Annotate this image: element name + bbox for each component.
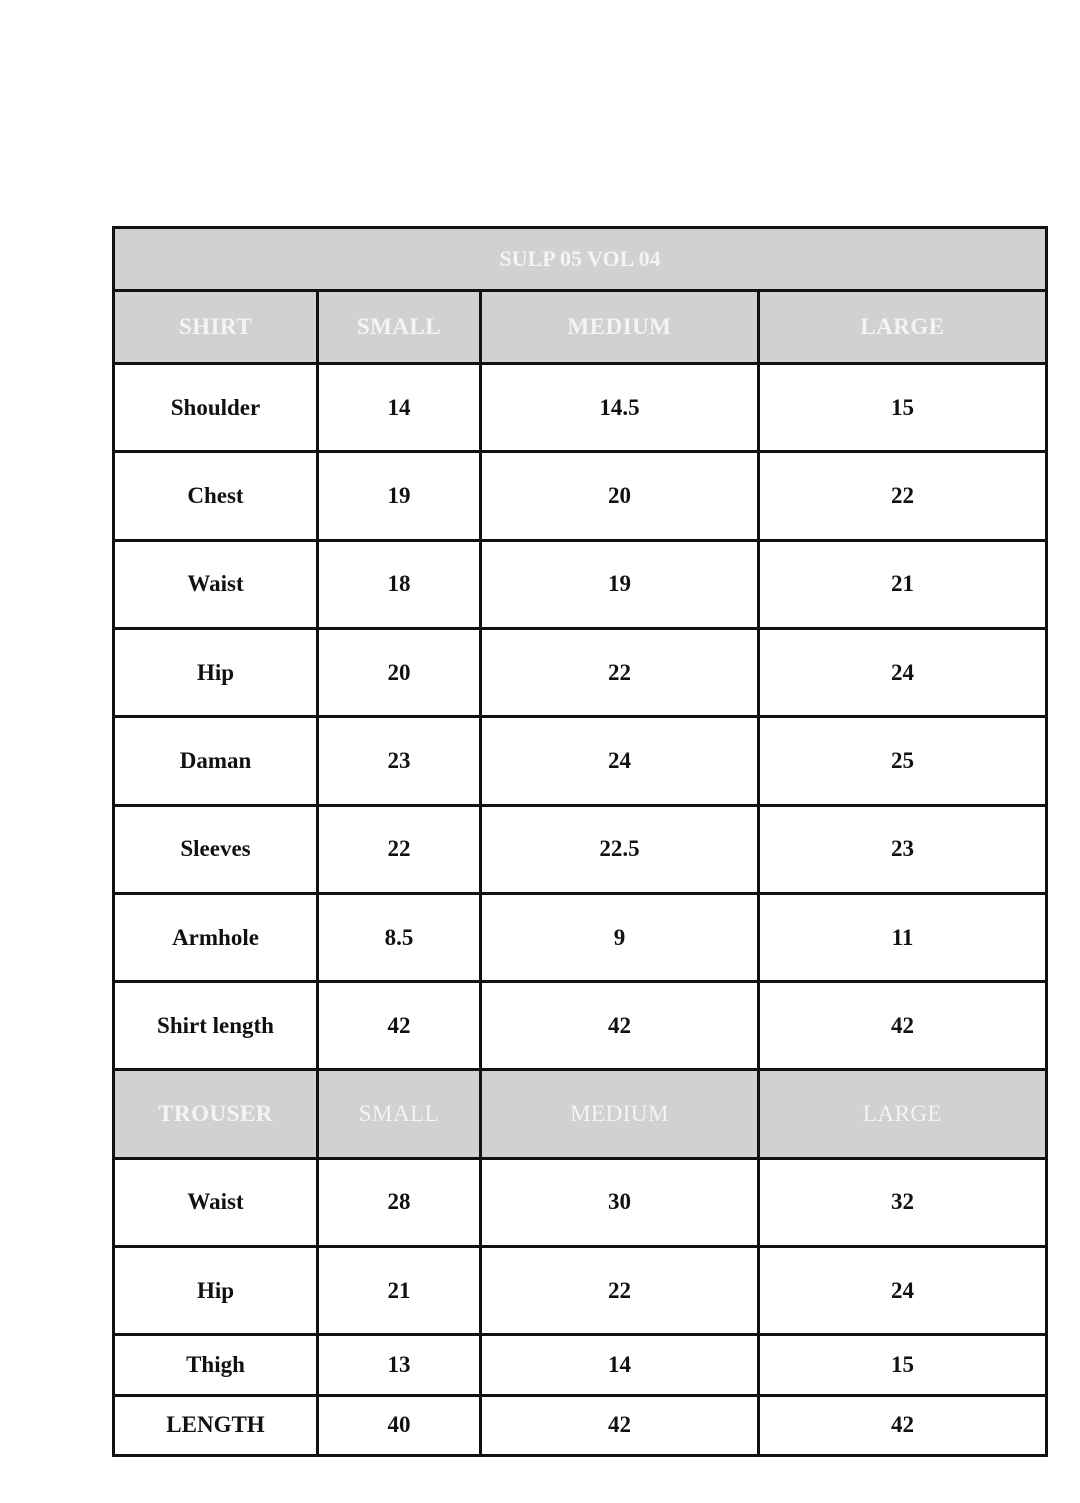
table-row <box>114 628 1047 716</box>
cell-medium: 14 <box>481 1335 759 1395</box>
shirt-header-row <box>114 291 1047 364</box>
trouser-header-row <box>114 1070 1047 1158</box>
row-label: Daman <box>114 717 318 805</box>
cell-medium: 22 <box>481 1247 759 1335</box>
row-label: LENGTH <box>114 1395 318 1455</box>
size-header-small: SMALL <box>318 291 481 364</box>
cell-small: 23 <box>318 717 481 805</box>
cell-large: 24 <box>759 1247 1047 1335</box>
row-label: Shirt length <box>114 982 318 1070</box>
table-row <box>114 364 1047 452</box>
cell-medium: 14.5 <box>481 364 759 452</box>
cell-small: 21 <box>318 1247 481 1335</box>
cell-small: 28 <box>318 1158 481 1246</box>
table-row <box>114 893 1047 981</box>
cell-medium: 22.5 <box>481 805 759 893</box>
table-row <box>114 1335 1047 1395</box>
table-title: SULP 05 VOL 04 <box>114 228 1047 291</box>
size-header-medium: MEDIUM <box>481 291 759 364</box>
cell-small: 42 <box>318 982 481 1070</box>
cell-small: 18 <box>318 540 481 628</box>
cell-large: 25 <box>759 717 1047 805</box>
cell-small: 13 <box>318 1335 481 1395</box>
cell-small: 19 <box>318 452 481 540</box>
cell-large: 24 <box>759 628 1047 716</box>
row-label: Hip <box>114 1247 318 1335</box>
cell-large: 21 <box>759 540 1047 628</box>
cell-medium: 42 <box>481 982 759 1070</box>
cell-large: 42 <box>759 982 1047 1070</box>
size-chart-table <box>112 226 1048 1457</box>
size-header-large: LARGE <box>759 291 1047 364</box>
cell-small: 20 <box>318 628 481 716</box>
size-header-small: SMALL <box>318 1070 481 1158</box>
cell-medium: 30 <box>481 1158 759 1246</box>
table-row <box>114 1158 1047 1246</box>
trouser-header: TROUSER <box>114 1070 318 1158</box>
cell-large: 15 <box>759 1335 1047 1395</box>
row-label: Hip <box>114 628 318 716</box>
table-row <box>114 1247 1047 1335</box>
row-label: Armhole <box>114 893 318 981</box>
cell-large: 23 <box>759 805 1047 893</box>
cell-large: 15 <box>759 364 1047 452</box>
cell-small: 14 <box>318 364 481 452</box>
table-row <box>114 452 1047 540</box>
cell-small: 22 <box>318 805 481 893</box>
cell-large: 32 <box>759 1158 1047 1246</box>
cell-medium: 20 <box>481 452 759 540</box>
cell-large: 11 <box>759 893 1047 981</box>
row-label: Shoulder <box>114 364 318 452</box>
table-row <box>114 982 1047 1070</box>
cell-small: 8.5 <box>318 893 481 981</box>
table-row <box>114 540 1047 628</box>
cell-medium: 9 <box>481 893 759 981</box>
row-label: Chest <box>114 452 318 540</box>
table-row <box>114 805 1047 893</box>
row-label: Waist <box>114 540 318 628</box>
row-label: Sleeves <box>114 805 318 893</box>
cell-large: 42 <box>759 1395 1047 1455</box>
size-header-large: LARGE <box>759 1070 1047 1158</box>
cell-medium: 22 <box>481 628 759 716</box>
title-row <box>114 228 1047 291</box>
row-label: Thigh <box>114 1335 318 1395</box>
table-row <box>114 717 1047 805</box>
cell-medium: 24 <box>481 717 759 805</box>
cell-small: 40 <box>318 1395 481 1455</box>
size-header-medium: MEDIUM <box>481 1070 759 1158</box>
shirt-header: SHIRT <box>114 291 318 364</box>
cell-medium: 42 <box>481 1395 759 1455</box>
row-label: Waist <box>114 1158 318 1246</box>
cell-large: 22 <box>759 452 1047 540</box>
table-row <box>114 1395 1047 1455</box>
cell-medium: 19 <box>481 540 759 628</box>
